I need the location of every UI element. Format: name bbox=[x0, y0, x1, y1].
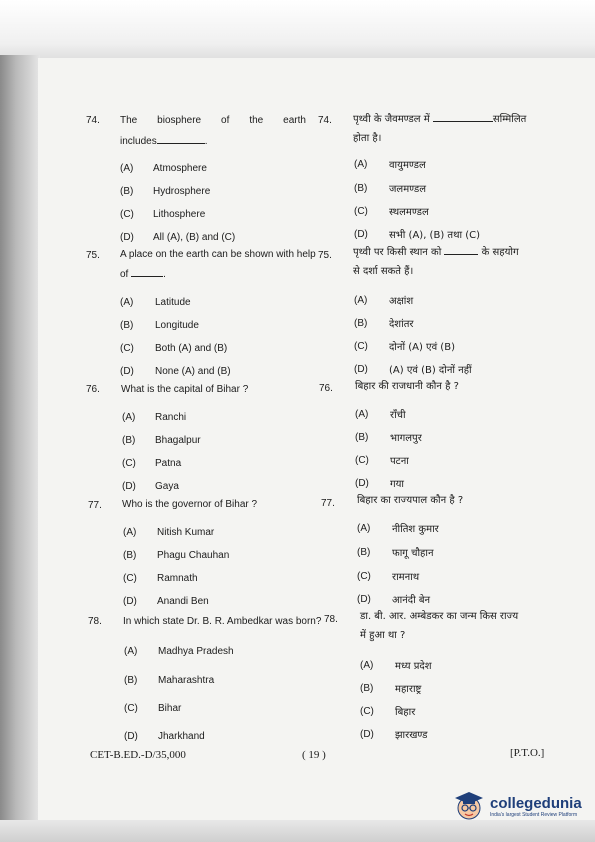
option-label-en: (A) bbox=[120, 297, 134, 308]
option-label-hi: (C) bbox=[354, 206, 368, 217]
question-stem-hi: बिहार का राज्यपाल कौन है ? bbox=[357, 495, 464, 506]
option-label-hi: (C) bbox=[354, 341, 368, 352]
option-label-hi: (B) bbox=[355, 432, 369, 443]
option-text-en: Madhya Pradesh bbox=[158, 646, 234, 657]
option-label-hi: (B) bbox=[357, 547, 371, 558]
stem-text: . bbox=[163, 269, 166, 280]
stem-text: पृथ्वी पर किसी स्थान को bbox=[353, 247, 442, 258]
option-text-en: Bhagalpur bbox=[155, 435, 201, 446]
option-text-en: Longitude bbox=[155, 320, 199, 331]
fill-blank bbox=[131, 266, 163, 277]
question-number: 75. bbox=[86, 250, 100, 261]
option-label-en: (C) bbox=[120, 343, 134, 354]
option-label-en: (A) bbox=[120, 163, 134, 174]
option-label-hi: (D) bbox=[355, 478, 369, 489]
question-stem-en: Who is the governor of Bihar ? bbox=[122, 499, 258, 510]
option-text-hi: फागू चौहान bbox=[392, 548, 434, 559]
option-text-hi: बिहार bbox=[395, 707, 416, 718]
stem-text: के सहयोग bbox=[481, 247, 519, 258]
option-label-en: (D) bbox=[120, 232, 134, 243]
page-number: ( 19 ) bbox=[302, 749, 326, 761]
logo-tagline: India's largest Student Review Platform bbox=[490, 811, 578, 818]
option-label-hi: (C) bbox=[355, 455, 369, 466]
question-stem-en: What is the capital of Bihar ? bbox=[121, 384, 249, 395]
stem-line: में हुआ था ? bbox=[360, 630, 406, 641]
option-text-en: Gaya bbox=[155, 481, 179, 492]
stem-word: of bbox=[221, 115, 230, 126]
option-text-hi: मध्य प्रदेश bbox=[395, 661, 432, 672]
option-text-hi: गया bbox=[390, 479, 405, 490]
question-stem-hi: बिहार की राजधानी कौन है ? bbox=[355, 381, 459, 392]
stem-line: से दर्शा सकते हैं। bbox=[353, 266, 414, 277]
option-label-hi: (C) bbox=[360, 706, 374, 717]
question-number-hi: 77. bbox=[321, 498, 335, 509]
option-text-en: Hydrosphere bbox=[153, 186, 211, 197]
option-label-en: (A) bbox=[122, 412, 136, 423]
option-label-en: (C) bbox=[120, 209, 134, 220]
option-label-en: (D) bbox=[123, 596, 137, 607]
exam-page bbox=[38, 58, 595, 842]
option-label-hi: (A) bbox=[357, 523, 371, 534]
question-number-hi: 78. bbox=[324, 614, 338, 625]
fill-blank bbox=[444, 244, 478, 255]
option-label-en: (C) bbox=[123, 573, 137, 584]
stem-line: डा. बी. आर. अम्बेडकर का जन्म किस राज्य bbox=[360, 611, 519, 622]
option-label-en: (D) bbox=[120, 366, 134, 377]
question-number: 76. bbox=[86, 384, 100, 395]
scan-top-margin bbox=[0, 0, 595, 62]
collegedunia-logo bbox=[452, 785, 592, 827]
option-label-hi: (D) bbox=[360, 729, 374, 740]
option-label-hi: (B) bbox=[354, 183, 368, 194]
logo-text bbox=[490, 795, 582, 818]
option-text-en: All (A), (B) and (C) bbox=[153, 232, 236, 243]
graduate-mascot-icon bbox=[452, 789, 486, 823]
option-text-en: Maharashtra bbox=[158, 675, 215, 686]
stem-word: biosphere bbox=[157, 115, 202, 126]
option-text-hi: वायुमण्डल bbox=[389, 160, 426, 171]
stem-word: the bbox=[249, 115, 264, 126]
logo-name: collegedunia bbox=[490, 794, 582, 812]
question-stem-en bbox=[120, 113, 306, 149]
option-text-hi: (A) एवं (B) दोनों नहीं bbox=[389, 365, 472, 376]
option-label-hi: (A) bbox=[355, 409, 369, 420]
stem-text: पृथ्वी के जैवमण्डल में bbox=[353, 114, 430, 125]
option-text-hi: स्थलमण्डल bbox=[389, 207, 429, 218]
question-number: 78. bbox=[88, 616, 102, 627]
option-text-en: Ramnath bbox=[157, 573, 198, 584]
option-label-en: (B) bbox=[120, 186, 134, 197]
option-label-hi: (D) bbox=[354, 229, 368, 240]
option-text-hi: आनंदी बेन bbox=[392, 595, 431, 606]
stem-text: सम्मिलित bbox=[492, 114, 527, 125]
scan-left-shadow bbox=[0, 55, 40, 842]
exam-code: CET-B.ED.-D/35,000 bbox=[90, 749, 186, 761]
option-label-hi: (A) bbox=[360, 660, 374, 671]
option-text-en: Ranchi bbox=[155, 412, 187, 423]
fill-blank bbox=[433, 111, 493, 122]
option-label-en: (D) bbox=[122, 481, 136, 492]
question-stem-hi bbox=[360, 609, 555, 643]
option-label-en: (C) bbox=[124, 703, 138, 714]
option-label-hi: (A) bbox=[354, 159, 368, 170]
option-label-hi: (D) bbox=[357, 594, 371, 605]
option-text-en: Jharkhand bbox=[158, 731, 205, 742]
option-text-en: None (A) and (B) bbox=[155, 366, 231, 377]
question-number-hi: 76. bbox=[319, 383, 333, 394]
question-number-hi: 74. bbox=[318, 115, 332, 126]
option-text-en: Atmosphere bbox=[153, 163, 207, 174]
question-stem-hi bbox=[353, 244, 548, 279]
option-label-en: (B) bbox=[124, 675, 138, 686]
question-number: 74. bbox=[86, 115, 100, 126]
option-text-hi: दोनों (A) एवं (B) bbox=[389, 342, 455, 353]
option-text-hi: नीतिश कुमार bbox=[392, 524, 439, 535]
option-text-en: Latitude bbox=[155, 297, 191, 308]
option-label-en: (B) bbox=[123, 550, 137, 561]
question-stem-en: In which state Dr. B. R. Ambedkar was born? bbox=[123, 616, 322, 627]
stem-line bbox=[353, 111, 548, 127]
option-label-hi: (D) bbox=[354, 364, 368, 375]
option-label-hi: (C) bbox=[357, 571, 371, 582]
option-text-en: Nitish Kumar bbox=[157, 527, 215, 538]
stem-line bbox=[120, 266, 306, 282]
stem-line bbox=[353, 244, 548, 260]
option-text-en: Lithosphere bbox=[153, 209, 206, 220]
option-text-hi: अक्षांश bbox=[389, 296, 414, 307]
option-text-hi: भागलपुर bbox=[390, 433, 422, 444]
option-label-en: (B) bbox=[122, 435, 136, 446]
option-text-hi: सभी (A), (B) तथा (C) bbox=[389, 230, 481, 241]
question-stem-hi bbox=[353, 111, 548, 146]
option-text-hi: देशांतर bbox=[389, 319, 414, 330]
stem-text: includes bbox=[120, 136, 157, 147]
option-text-hi: पटना bbox=[390, 456, 409, 467]
stem-word: The bbox=[120, 115, 138, 126]
option-label-hi: (A) bbox=[354, 295, 368, 306]
option-text-en: Patna bbox=[155, 458, 182, 469]
pto-mark: [P.T.O.] bbox=[510, 747, 545, 759]
option-text-hi: महाराष्ट्र bbox=[395, 684, 422, 695]
option-text-hi: रामनाथ bbox=[392, 572, 420, 583]
question-stem-en bbox=[120, 247, 316, 282]
stem-line bbox=[120, 113, 306, 128]
option-text-en: Phagu Chauhan bbox=[157, 550, 230, 561]
option-label-hi: (B) bbox=[354, 318, 368, 329]
question-number: 77. bbox=[88, 500, 102, 511]
option-label-en: (A) bbox=[124, 646, 138, 657]
option-text-en: Bihar bbox=[158, 703, 182, 714]
stem-line: होता है। bbox=[353, 133, 382, 144]
option-text-hi: जलमण्डल bbox=[389, 184, 427, 195]
option-text-hi: झारखण्ड bbox=[395, 730, 428, 741]
stem-word: earth bbox=[283, 115, 306, 126]
question-number-hi: 75. bbox=[318, 250, 332, 261]
stem-line bbox=[120, 133, 306, 149]
option-text-hi: राँची bbox=[390, 410, 406, 421]
option-label-en: (C) bbox=[122, 458, 136, 469]
option-label-en: (A) bbox=[123, 527, 137, 538]
option-label-en: (D) bbox=[124, 731, 138, 742]
stem-line: A place on the earth can be shown with help bbox=[120, 249, 316, 260]
option-label-hi: (B) bbox=[360, 683, 374, 694]
stem-text: . bbox=[204, 136, 208, 147]
fill-blank bbox=[157, 133, 205, 144]
option-text-en: Both (A) and (B) bbox=[155, 343, 228, 354]
stem-text: of bbox=[120, 269, 129, 280]
option-label-en: (B) bbox=[120, 320, 134, 331]
option-text-en: Anandi Ben bbox=[157, 596, 209, 607]
